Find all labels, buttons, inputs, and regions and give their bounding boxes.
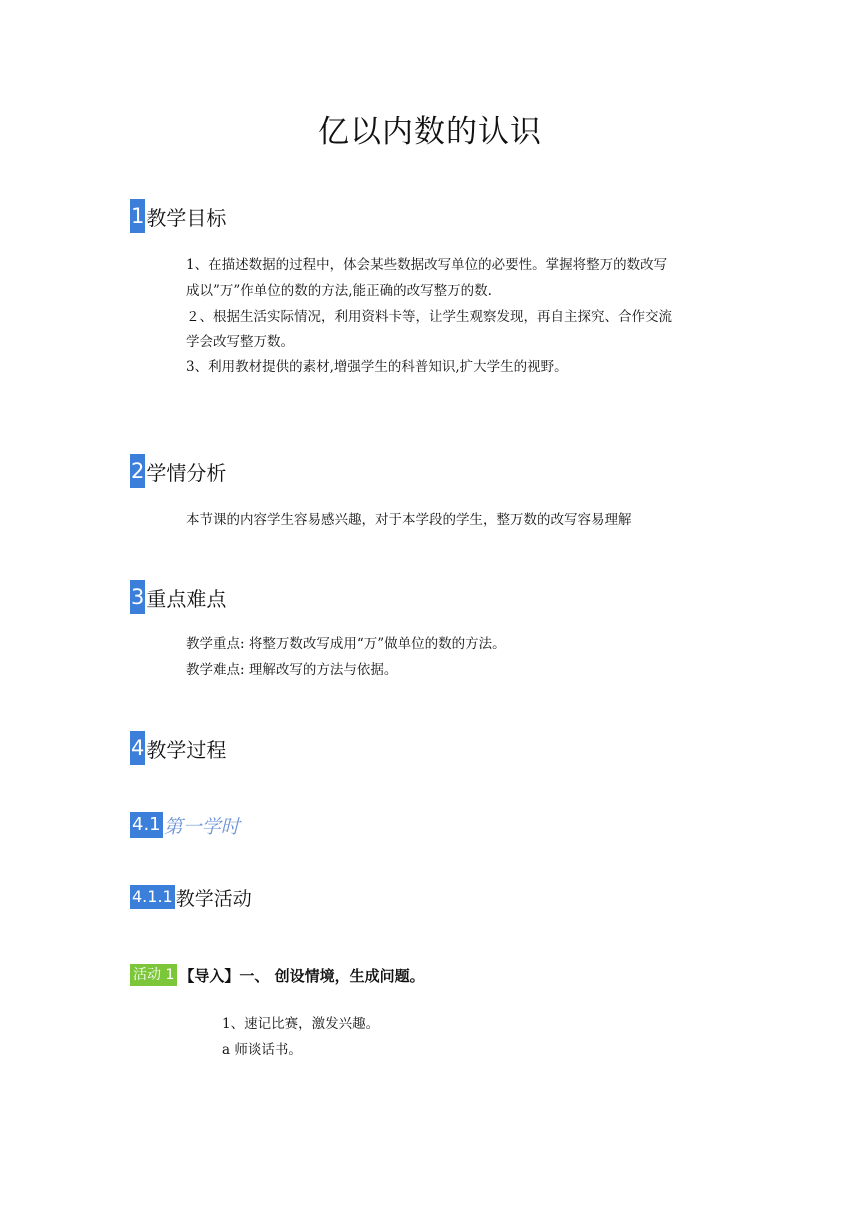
section-heading-analysis: [130, 454, 226, 488]
subsection-heading-first-period: [130, 812, 240, 838]
section-title: 教学过程: [146, 737, 227, 762]
subsection-number: 4.1: [130, 812, 163, 838]
section-number: 4: [130, 731, 145, 765]
section-heading-objectives: [130, 199, 226, 233]
subsection-title: 第一学时: [163, 815, 240, 838]
section-heading-key-points: [130, 580, 226, 614]
section-number: 3: [130, 580, 145, 614]
paragraph-line: 成以”万”作单位的数的方法,能正确的改写整万的数.: [186, 283, 492, 299]
page-title: 亿以内数的认识: [318, 114, 542, 150]
section-title: 重点难点: [146, 586, 227, 611]
paragraph-line: 1、速记比赛，激发兴趣。: [222, 1016, 380, 1032]
paragraph-line: 教学难点: 理解改写的方法与依据。: [186, 662, 398, 678]
activity-heading: [130, 963, 425, 987]
paragraph-line: a 师谈话书。: [222, 1042, 302, 1058]
section-heading-process: [130, 731, 226, 765]
section-number: 1: [130, 199, 145, 233]
subsubsection-heading-activities: [130, 885, 252, 909]
activity-tag: 活动 1: [130, 964, 177, 986]
paragraph-line: ２、根据生活实际情况，利用资料卡等，让学生观察发现，再自主探究、合作交流: [186, 309, 672, 325]
activity-title: 【导入】一、 创设情境，生成问题。: [179, 966, 425, 985]
paragraph-line: 教学重点: 将整万数改写成用“万”做单位的数的方法。: [186, 636, 506, 652]
subsubsection-number: 4.1.1: [130, 885, 175, 909]
paragraph-line: 学会改写整万数。: [186, 334, 294, 350]
paragraph-line: 3、利用教材提供的素材,增强学生的科普知识,扩大学生的视野。: [186, 359, 568, 375]
subsubsection-title: 教学活动: [175, 887, 252, 910]
section-title: 学情分析: [146, 460, 227, 485]
section-title: 教学目标: [146, 205, 227, 230]
paragraph-line: 1、在描述数据的过程中，体会某些数据改写单位的必要性。掌握将整万的数改写: [186, 257, 668, 273]
paragraph-line: 本节课的内容学生容易感兴趣，对于本学段的学生，整万数的改写容易理解: [186, 512, 632, 528]
section-number: 2: [130, 454, 145, 488]
